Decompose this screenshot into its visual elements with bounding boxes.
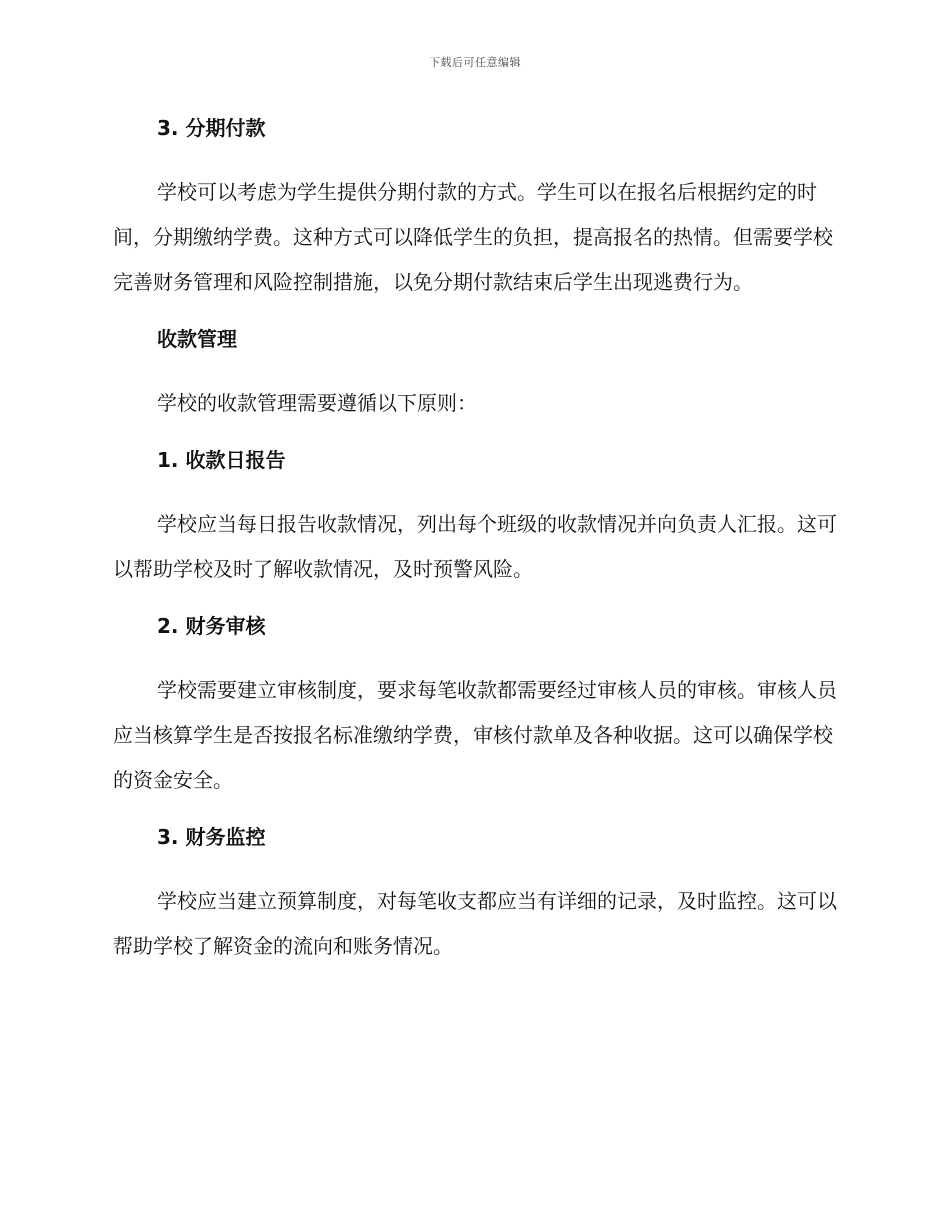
- section-heading-collection-management: 收款管理: [157, 327, 237, 351]
- paragraph-financial-audit: 学校需要建立审核制度，要求每笔收款都需要经过审核人员的审核。审核人员应当核算学生是否按报名标准缴纳学费，审核付款单及各种收据。这可以确保学校的资金安全。: [113, 678, 837, 792]
- paragraph-daily-report: 学校应当每日报告收款情况，列出每个班级的收款情况并向负责人汇报。这可以帮助学校及时了解收款情况，及时预警风险。: [113, 512, 837, 581]
- paragraph-financial-monitoring: 学校应当建立预算制度，对每笔收支都应当有详细的记录，及时监控。这可以帮助学校了解资金的流向和账务情况。: [113, 889, 837, 958]
- page-header: 下载后可任意编辑: [429, 56, 521, 69]
- section-heading-daily-report: 1. 收款日报告: [157, 448, 286, 472]
- section-heading-financial-audit: 2. 财务审核: [157, 614, 266, 638]
- section-heading-installment: 3. 分期付款: [157, 116, 266, 140]
- paragraph-installment: 学校可以考虑为学生提供分期付款的方式。学生可以在报名后根据约定的时间，分期缴纳学费。这种方式可以降低学生的负担，提高报名的热情。但需要学校完善财务管理和风险控制措施，以免分期付款结束后学生出现逃费行为。: [113, 180, 833, 294]
- paragraph-collection-principles: 学校的收款管理需要遵循以下原则：: [157, 391, 477, 415]
- document-body: [113, 112, 838, 969]
- section-heading-financial-monitoring: 3. 财务监控: [157, 825, 266, 849]
